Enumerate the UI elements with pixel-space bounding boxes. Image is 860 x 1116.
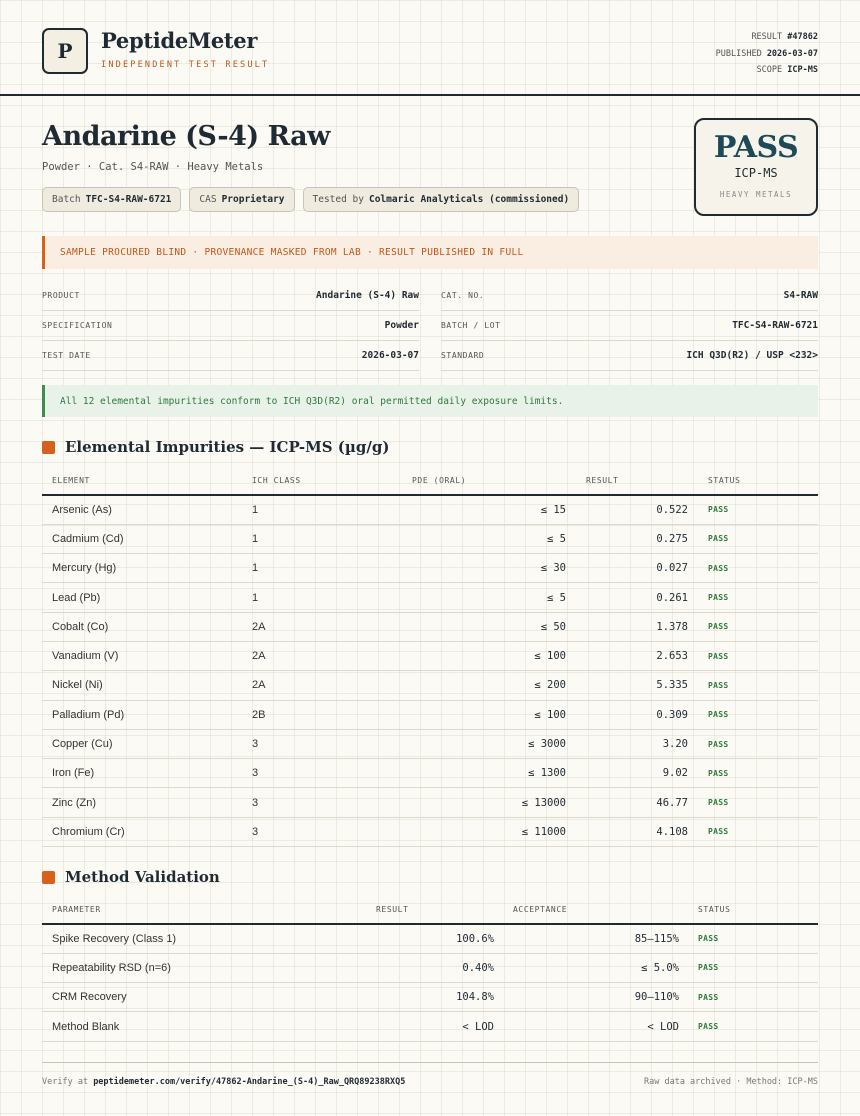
- archive-note: Raw data archived · Method: ICP-MS: [644, 1077, 818, 1087]
- status-badge: PASS: [688, 554, 818, 583]
- info-value: Andarine (S-4) Raw: [316, 290, 419, 301]
- pde-limit: ≤ 30: [352, 554, 566, 583]
- scope-value: ICP-MS: [787, 65, 818, 75]
- acceptance-range: < LOD: [494, 1012, 679, 1041]
- result-value: 0.275: [566, 524, 688, 553]
- info-value: 2026-03-07: [361, 350, 419, 361]
- status-badge: PASS: [688, 641, 818, 670]
- brand-tagline: INDEPENDENT TEST RESULT: [101, 60, 270, 70]
- pde-limit: ≤ 100: [352, 641, 566, 670]
- scope-label: SCOPE: [756, 65, 783, 75]
- verify-label: Verify at: [42, 1077, 89, 1087]
- table-header-row: [42, 895, 818, 924]
- ich-class: 2A: [252, 641, 352, 670]
- status-badge: PASS: [688, 700, 818, 729]
- status-badge: PASS: [679, 924, 818, 953]
- info-row: [42, 311, 419, 341]
- element-name: Palladium (Pd): [42, 700, 252, 729]
- tested-by-chip: [303, 187, 580, 212]
- validation-body: [42, 924, 818, 1041]
- status-badge: PASS: [688, 612, 818, 641]
- status-badge: PASS: [688, 583, 818, 612]
- status-badge: PASS: [688, 729, 818, 758]
- element-name: Cobalt (Co): [42, 612, 252, 641]
- verdict-panel: HEAVY METALS: [719, 190, 793, 199]
- published-label: PUBLISHED: [715, 48, 762, 59]
- product-title: Andarine (S-4) Raw: [42, 121, 330, 152]
- verdict-status: PASS: [713, 130, 799, 165]
- table-row: [42, 1012, 818, 1041]
- column-header: ICH CLASS: [252, 466, 352, 495]
- pde-limit: ≤ 5: [352, 583, 566, 612]
- info-label: SPECIFICATION: [42, 321, 113, 330]
- pde-limit: ≤ 11000: [352, 817, 566, 846]
- pde-limit: ≤ 200: [352, 671, 566, 700]
- table-row: [42, 671, 818, 700]
- status-badge: PASS: [688, 495, 818, 524]
- result-value: 4.108: [566, 817, 688, 846]
- section-marker-icon: [42, 441, 55, 454]
- result-value: 0.522: [566, 495, 688, 524]
- pde-limit: ≤ 3000: [352, 729, 566, 758]
- table-row: [42, 612, 818, 641]
- report-header: [0, 0, 860, 96]
- info-label: TEST DATE: [42, 351, 91, 360]
- verify-line: [42, 1077, 405, 1087]
- result-value: 0.261: [566, 583, 688, 612]
- pde-limit: ≤ 50: [352, 612, 566, 641]
- table-row: [42, 817, 818, 846]
- product-chips: [42, 187, 579, 212]
- column-header: PARAMETER: [42, 895, 352, 924]
- result-value: 46.77: [566, 788, 688, 817]
- info-label: BATCH / LOT: [441, 321, 501, 330]
- table-row: [42, 583, 818, 612]
- column-header: ACCEPTANCE: [494, 895, 679, 924]
- ich-class: 1: [252, 524, 352, 553]
- batch-chip: [42, 187, 181, 212]
- result-value: 3.20: [566, 729, 688, 758]
- chip-label: Batch: [52, 194, 81, 205]
- pde-limit: ≤ 15: [352, 495, 566, 524]
- impurities-heading: [42, 438, 389, 456]
- table-row: [42, 554, 818, 583]
- product-subtitle: Powder · Cat. S4-RAW · Heavy Metals: [42, 161, 264, 173]
- ich-class: 3: [252, 817, 352, 846]
- table-row: [42, 953, 818, 982]
- status-badge: PASS: [688, 817, 818, 846]
- result-value: 0.40%: [352, 953, 494, 982]
- column-header: PDE (ORAL): [352, 466, 566, 495]
- report-footer: [42, 1062, 818, 1087]
- parameter-name: Method Blank: [42, 1012, 352, 1041]
- status-badge: PASS: [688, 524, 818, 553]
- verdict-method: ICP-MS: [734, 166, 778, 180]
- table-row: [42, 495, 818, 524]
- info-label: CAT. NO.: [441, 291, 485, 300]
- result-value: 1.378: [566, 612, 688, 641]
- result-value: 5.335: [566, 671, 688, 700]
- verify-link[interactable]: peptidemeter.com/verify/47862-Andarine_(S-4)_Raw_QRQ89238RXQ5: [93, 1077, 406, 1087]
- element-name: Copper (Cu): [42, 729, 252, 758]
- logo-icon: P: [42, 28, 88, 74]
- ich-class: 2A: [252, 671, 352, 700]
- parameter-name: CRM Recovery: [42, 983, 352, 1012]
- ich-class: 1: [252, 583, 352, 612]
- column-header: STATUS: [679, 895, 818, 924]
- status-badge: PASS: [679, 1012, 818, 1041]
- chip-value: TFC-S4-RAW-6721: [85, 194, 172, 205]
- info-label: PRODUCT: [42, 291, 80, 300]
- info-row: [441, 341, 818, 371]
- section-marker-icon: [42, 871, 55, 884]
- table-row: [42, 641, 818, 670]
- element-name: Chromium (Cr): [42, 817, 252, 846]
- impurities-table: [42, 466, 818, 847]
- status-badge: PASS: [679, 953, 818, 982]
- info-value: ICH Q3D(R2) / USP <232>: [686, 350, 818, 361]
- section-title: Elemental Impurities — ICP-MS (µg/g): [65, 438, 390, 456]
- ich-class: 3: [252, 759, 352, 788]
- table-row: [42, 700, 818, 729]
- ich-class: 1: [252, 554, 352, 583]
- table-row: [42, 759, 818, 788]
- ich-class: 1: [252, 495, 352, 524]
- table-header-row: [42, 466, 818, 495]
- column-header: RESULT: [566, 466, 688, 495]
- column-header: ELEMENT: [42, 466, 252, 495]
- element-name: Cadmium (Cd): [42, 524, 252, 553]
- info-value: S4-RAW: [783, 290, 818, 301]
- info-row: [441, 281, 818, 311]
- element-name: Arsenic (As): [42, 495, 252, 524]
- status-badge: PASS: [679, 983, 818, 1012]
- result-value: 104.8%: [352, 983, 494, 1012]
- info-row: [441, 311, 818, 341]
- verdict-stamp: [694, 118, 818, 216]
- procurement-notice: SAMPLE PROCURED BLIND · PROVENANCE MASKED FROM LAB · RESULT PUBLISHED IN FULL: [42, 236, 818, 269]
- parameter-name: Repeatability RSD (n=6): [42, 953, 352, 982]
- result-number: #47862: [787, 32, 818, 42]
- info-value: TFC-S4-RAW-6721: [732, 320, 818, 331]
- info-left-column: [42, 281, 419, 371]
- ich-class: 2B: [252, 700, 352, 729]
- table-row: [42, 524, 818, 553]
- element-name: Zinc (Zn): [42, 788, 252, 817]
- ich-class: 3: [252, 729, 352, 758]
- result-value: 2.653: [566, 641, 688, 670]
- brand-name: PeptideMeter: [101, 28, 258, 53]
- impurities-body: [42, 495, 818, 847]
- info-row: [42, 281, 419, 311]
- parameter-name: Spike Recovery (Class 1): [42, 924, 352, 953]
- acceptance-range: ≤ 5.0%: [494, 953, 679, 982]
- status-badge: PASS: [688, 759, 818, 788]
- info-value: Powder: [384, 320, 419, 331]
- result-value: 0.309: [566, 700, 688, 729]
- validation-table: [42, 895, 818, 1042]
- ich-class: 2A: [252, 612, 352, 641]
- pde-limit: ≤ 13000: [352, 788, 566, 817]
- acceptance-range: 85–115%: [494, 924, 679, 953]
- cas-chip: [189, 187, 294, 212]
- info-label: STANDARD: [441, 351, 485, 360]
- info-right-column: [441, 281, 818, 371]
- published-date: 2026-03-07: [766, 48, 818, 59]
- table-row: [42, 788, 818, 817]
- result-value: < LOD: [352, 1012, 494, 1041]
- table-row: [42, 924, 818, 953]
- result-label: RESULT: [751, 32, 783, 42]
- pde-limit: ≤ 1300: [352, 759, 566, 788]
- element-name: Vanadium (V): [42, 641, 252, 670]
- element-name: Mercury (Hg): [42, 554, 252, 583]
- section-title: Method Validation: [65, 868, 220, 886]
- acceptance-range: 90–110%: [494, 983, 679, 1012]
- element-name: Nickel (Ni): [42, 671, 252, 700]
- pde-limit: ≤ 100: [352, 700, 566, 729]
- result-value: 0.027: [566, 554, 688, 583]
- column-header: RESULT: [352, 895, 494, 924]
- chip-value: Colmaric Analyticals (commissioned): [368, 194, 570, 205]
- result-value: 100.6%: [352, 924, 494, 953]
- element-name: Lead (Pb): [42, 583, 252, 612]
- pde-limit: ≤ 5: [352, 524, 566, 553]
- element-name: Iron (Fe): [42, 759, 252, 788]
- table-row: [42, 729, 818, 758]
- chip-value: Proprietary: [221, 194, 285, 205]
- info-row: [42, 341, 419, 371]
- conformance-banner: All 12 elemental impurities conform to ICH Q3D(R2) oral permitted daily exposure limits.: [42, 385, 818, 417]
- result-value: 9.02: [566, 759, 688, 788]
- column-header: STATUS: [688, 466, 818, 495]
- validation-heading: [42, 868, 220, 886]
- status-badge: PASS: [688, 671, 818, 700]
- ich-class: 3: [252, 788, 352, 817]
- table-row: [42, 983, 818, 1012]
- chip-label: Tested by: [312, 194, 364, 205]
- status-badge: PASS: [688, 788, 818, 817]
- report-meta: [716, 29, 818, 79]
- chip-label: CAS: [199, 194, 217, 205]
